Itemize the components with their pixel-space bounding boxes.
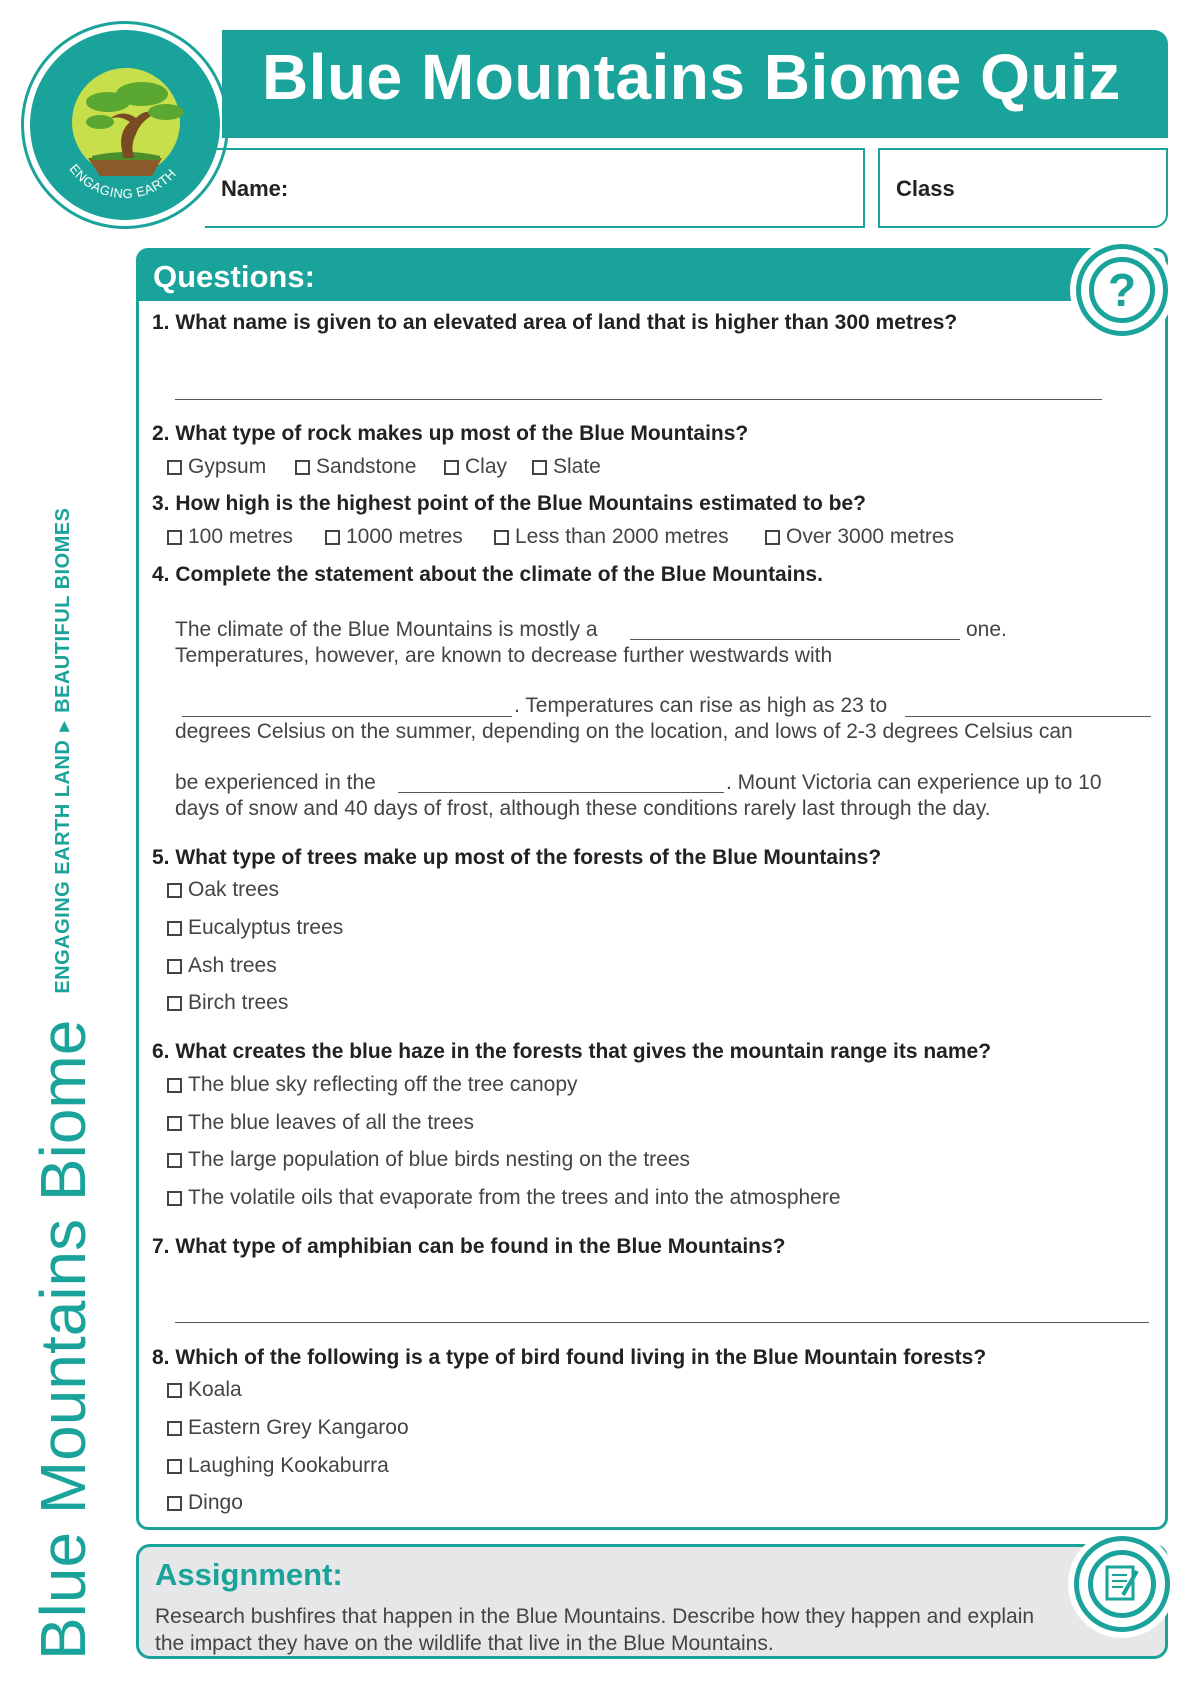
q4-line5b: . Mount Victoria can experience up to 10	[726, 771, 1102, 794]
option-q8-2[interactable]: Eastern Grey Kangaroo	[167, 1416, 409, 1440]
q4-line6: days of snow and 40 days of frost, although these conditions rarely last through the day.	[175, 797, 991, 820]
checkbox[interactable]	[167, 1078, 182, 1093]
q4-line4: degrees Celsius on the summer, depending on the location, and lows of 2-3 degrees Celsius can	[175, 720, 1073, 743]
option-q3-2[interactable]: 1000 metres	[325, 525, 463, 549]
option-q5-2[interactable]: Eucalyptus trees	[167, 916, 343, 940]
option-q2-3[interactable]: Clay	[444, 455, 507, 479]
blank-1[interactable]	[630, 639, 960, 640]
logo-text: ENGAGING EARTH	[66, 161, 180, 202]
question-mark-icon: ?	[1089, 257, 1155, 323]
checkbox[interactable]	[167, 1459, 182, 1474]
checkbox[interactable]	[167, 921, 182, 936]
option-q5-3[interactable]: Ash trees	[167, 954, 277, 978]
option-q5-1[interactable]: Oak trees	[167, 878, 279, 902]
blank-3[interactable]	[905, 716, 1151, 717]
questions-heading: Questions:	[153, 259, 315, 294]
svg-text:ENGAGING EARTH	[67, 161, 180, 201]
q4-line1b: one.	[966, 618, 1007, 641]
answer-line-q1[interactable]	[175, 399, 1102, 400]
assignment-text: Research bushfires that happen in the Blue Mountains. Describe how they happen and explain the impact they have on the wildlife that live in the Blue Mountains.	[155, 1605, 1035, 1655]
option-q8-3[interactable]: Laughing Kookaburra	[167, 1454, 389, 1478]
checkbox[interactable]	[167, 1496, 182, 1511]
checkbox[interactable]	[532, 460, 547, 475]
title-banner	[222, 30, 1168, 138]
option-q8-4[interactable]: Dingo	[167, 1491, 243, 1515]
checkbox[interactable]	[167, 1383, 182, 1398]
checkbox[interactable]	[444, 460, 459, 475]
questions-header	[139, 251, 1099, 301]
checkbox[interactable]	[295, 460, 310, 475]
checkbox[interactable]	[167, 883, 182, 898]
side-subsection: BEAUTIFUL BIOMES	[51, 507, 74, 713]
side-section: ENGAGING EARTH LAND	[51, 739, 74, 994]
question-2: 2. What type of rock makes up most of the Blue Mountains?	[152, 422, 749, 445]
option-q3-1[interactable]: 100 metres	[167, 525, 293, 549]
question-8: 8. Which of the following is a type of bird found living in the Blue Mountain forests?	[152, 1346, 987, 1369]
checkbox[interactable]	[167, 1421, 182, 1436]
question-mark-badge	[1076, 244, 1168, 336]
triangle-arrow-icon: ▶	[54, 720, 71, 732]
option-q5-4[interactable]: Birch trees	[167, 991, 288, 1015]
question-4: 4. Complete the statement about the climate of the Blue Mountains.	[152, 563, 823, 586]
question-6: 6. What creates the blue haze in the forests that gives the mountain range its name?	[152, 1040, 992, 1063]
answer-line-q7[interactable]	[175, 1322, 1149, 1323]
class-label: Class	[896, 176, 955, 201]
option-q2-1[interactable]: Gypsum	[167, 455, 266, 479]
q4-line2: Temperatures, however, are known to decrease further westwards with	[175, 644, 833, 667]
page-title: Blue Mountains Biome Quiz	[262, 41, 1121, 113]
class-field[interactable]	[878, 148, 1168, 228]
option-q2-2[interactable]: Sandstone	[295, 455, 416, 479]
option-q8-1[interactable]: Koala	[167, 1378, 242, 1402]
checkbox[interactable]	[167, 1191, 182, 1206]
name-field[interactable]	[205, 148, 865, 228]
checkbox[interactable]	[494, 530, 509, 545]
option-q3-4[interactable]: Over 3000 metres	[765, 525, 954, 549]
checkbox[interactable]	[167, 530, 182, 545]
option-q6-1[interactable]: The blue sky reflecting off the tree canopy	[167, 1073, 578, 1097]
blank-4[interactable]	[398, 792, 724, 793]
checkbox[interactable]	[167, 1153, 182, 1168]
q4-line5a: be experienced in the	[175, 771, 376, 794]
q4-line1a: The climate of the Blue Mountains is mostly a	[175, 618, 598, 641]
question-1: 1. What name is given to an elevated area of land that is higher than 300 metres?	[152, 311, 958, 334]
checkbox[interactable]	[765, 530, 780, 545]
q4-line3: . Temperatures can rise as high as 23 to	[514, 694, 888, 717]
option-q2-4[interactable]: Slate	[532, 455, 601, 479]
engaging-earth-logo	[30, 30, 220, 220]
option-q6-3[interactable]: The large population of blue birds nesting on the trees	[167, 1148, 690, 1172]
checkbox[interactable]	[167, 996, 182, 1011]
option-q6-4[interactable]: The volatile oils that evaporate from the trees and into the atmosphere	[167, 1186, 841, 1210]
notebook-pencil-icon	[1088, 1550, 1156, 1618]
checkbox[interactable]	[167, 460, 182, 475]
option-q3-3[interactable]: Less than 2000 metres	[494, 525, 729, 549]
question-5: 5. What type of trees make up most of the forests of the Blue Mountains?	[152, 846, 882, 869]
checkbox[interactable]	[167, 1116, 182, 1131]
question-3: 3. How high is the highest point of the Blue Mountains estimated to be?	[152, 492, 867, 515]
side-title: Blue Mountains Biome	[27, 1019, 99, 1660]
question-7: 7. What type of amphibian can be found in the Blue Mountains?	[152, 1235, 786, 1258]
checkbox[interactable]	[325, 530, 340, 545]
checkbox[interactable]	[167, 959, 182, 974]
blank-2[interactable]	[182, 716, 512, 717]
assignment-title: Assignment:	[155, 1557, 343, 1592]
assignment-badge	[1074, 1536, 1170, 1632]
name-label: Name:	[221, 176, 289, 201]
option-q6-2[interactable]: The blue leaves of all the trees	[167, 1111, 474, 1135]
assignment-panel	[136, 1544, 1168, 1659]
side-banner	[26, 370, 100, 1660]
